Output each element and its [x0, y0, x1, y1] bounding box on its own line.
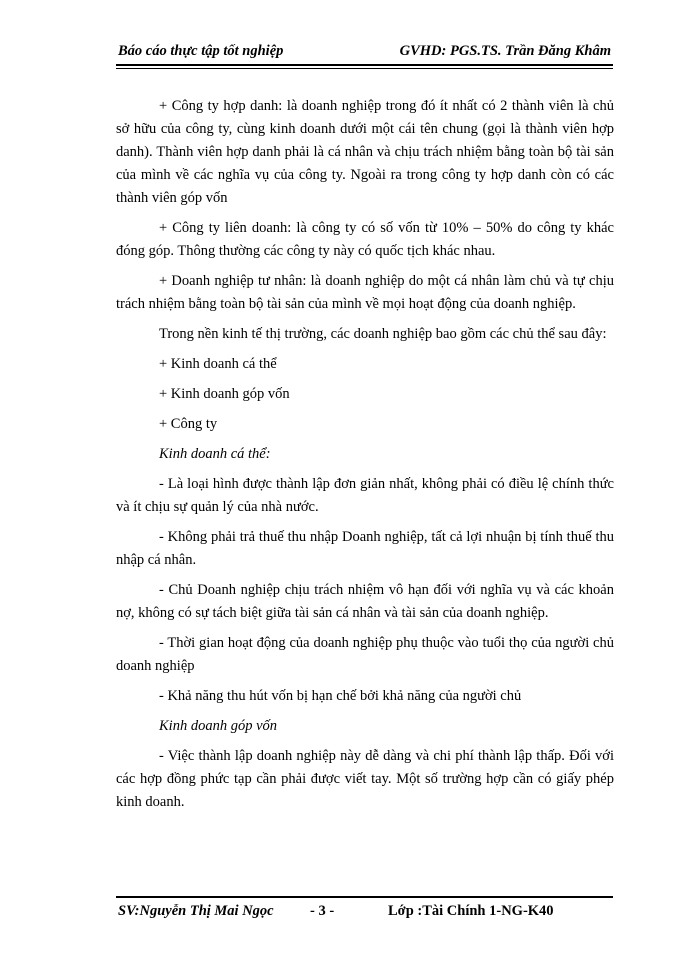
list-item-sole-business: + Kinh doanh cá thể	[159, 356, 277, 372]
list-item-capital-contribution: + Kinh doanh góp vốn	[159, 386, 290, 402]
supervisor-name: GVHD: PGS.TS. Trần Đăng Khâm	[399, 43, 611, 59]
paragraph-joint-venture: + Công ty liên doanh: là công ty có số vốn từ 10% – 50% do công ty khác đóng góp. Thông thường các công ty này có quốc tịch khác nhau.	[116, 220, 614, 259]
paragraph-sole-capital: - Khả năng thu hút vốn bị hạn chế bởi khả năng của người chủ	[159, 688, 522, 704]
header-rule-thick	[116, 64, 613, 66]
paragraph-sole-tax: - Không phải trả thuế thu nhập Doanh nghiệp, tất cả lợi nhuận bị tính thuế thu nhập cá nhân.	[116, 529, 614, 568]
header-rule-thin	[116, 68, 613, 69]
page-footer	[116, 900, 613, 922]
paragraph-market-entities: Trong nền kinh tế thị trường, các doanh nghiệp bao gồm các chủ thể sau đây:	[159, 326, 607, 342]
page-header	[116, 40, 613, 62]
footer-rule	[116, 896, 613, 898]
section-heading-capital-contribution: Kinh doanh góp vốn	[159, 718, 278, 734]
student-name: SV:Nguyễn Thị Mai Ngọc	[118, 903, 274, 919]
page-number: - 3 -	[310, 903, 335, 919]
paragraph-sole-lifetime: - Thời gian hoạt động của doanh nghiệp phụ thuộc vào tuổi thọ của người chủ doanh nghiệp	[116, 635, 614, 674]
paragraph-private-enterprise: + Doanh nghiệp tư nhân: là doanh nghiệp do một cá nhân làm chủ và tự chịu trách nhiệm bằng toàn bộ tài sản của mình về mọi hoạt động của doanh nghiệp.	[116, 273, 614, 312]
paragraph-sole-simple: - Là loại hình được thành lập đơn giản nhất, không phải có điều lệ chính thức và ít chịu sự quản lý của nhà nước.	[116, 476, 614, 515]
paragraph-partnership: + Công ty hợp danh: là doanh nghiệp trong đó ít nhất có 2 thành viên là chủ sở hữu của công ty, cùng kinh doanh dưới một cái tên chung (gọi là thành viên hợp danh). Thành viên hợp danh phải là cá nhân và chịu trách nhiệm bằng toàn bộ tài sản của mình về các nghĩa vụ của công ty. Ngoài ra trong công ty hợp danh còn có các thành viên góp vốn	[116, 98, 614, 206]
list-item-company: + Công ty	[159, 416, 218, 432]
paragraph-sole-liability: - Chủ Doanh nghiệp chịu trách nhiệm vô hạn đối với nghĩa vụ và các khoản nợ, không có sự tách biệt giữa tài sản cá nhân và tài sản của doanh nghiệp.	[116, 582, 614, 621]
paragraph-capital-setup: - Việc thành lập doanh nghiệp này dễ dàng và chi phí thành lập thấp. Đối với các hợp đồng phức tạp cần phải được viết tay. Một số trường hợp cần có giấy phép kinh doanh.	[116, 748, 614, 810]
class-name: Lớp :Tài Chính 1-NG-K40	[388, 903, 554, 919]
section-heading-sole-business: Kinh doanh cá thể:	[159, 446, 271, 462]
report-title: Báo cáo thực tập tốt nghiệp	[118, 43, 284, 59]
document-body	[116, 95, 614, 821]
